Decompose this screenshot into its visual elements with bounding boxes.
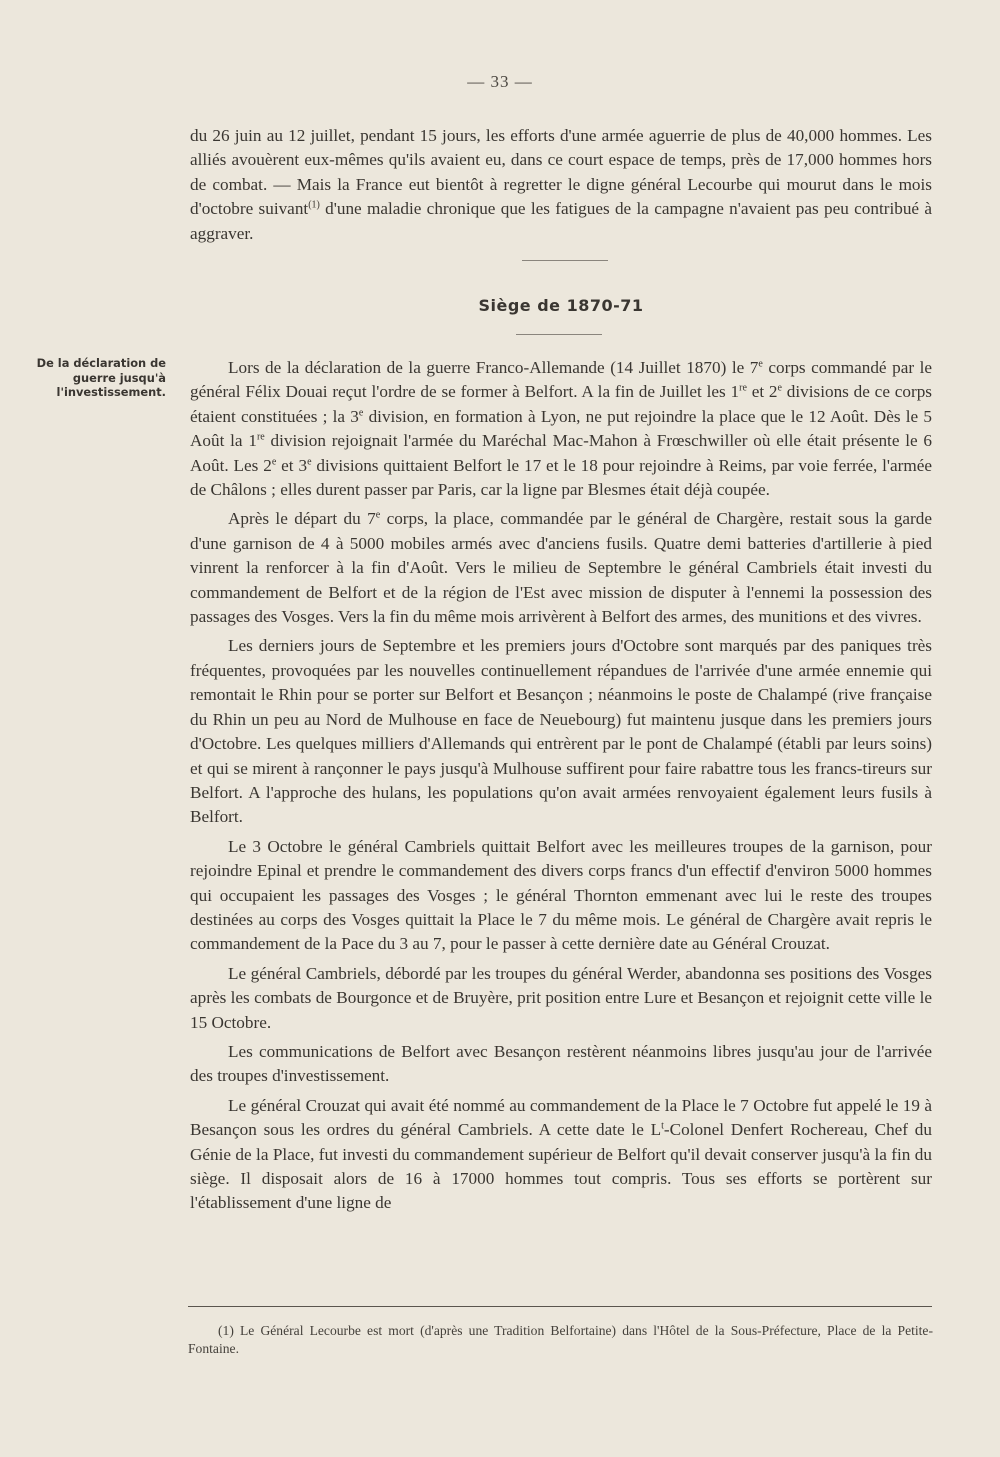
- paragraph: Le 3 Octobre le général Cambriels quittait Belfort avec les meilleures troupes de la garnison, pour rejoindre Epinal et prendre le commandement des divers corps francs d'un effectif d'environ 5000 hommes qui occupaient les passages des Vosges ; le général Thornton emmenant avec lui le reste des troupes destinées au corps des Vosges quittait la Place le 7 du même mois. Le général de Chargère avait repris le commandement de la Pace du 3 au 7, pour le passer à cette dernière date au Général Crouzat.: [190, 836, 932, 954]
- page-number: — 33 —: [467, 72, 533, 91]
- footnote: [188, 1322, 933, 1357]
- intro-text: du 26 juin au 12 juillet, pendant 15 jours, les efforts d'une armée aguerrie de plus de 40,000 hommes. Les alliés avouèrent eux-mêmes qu'ils avaient eu, dans ce court espace de temps, près de 17,000 hommes hors de combat. — Mais la France eut bientôt à regretter le digne général Lecourbe qui mourut dans le mois d'octobre suivant$^{(1)}$ d'une maladie chronique que les fatigues de la campagne n'avaient pas peu contribué à aggraver.: [190, 126, 932, 243]
- paragraph: Lors de la déclaration de la guerre Franco-Allemande (14 Juillet 1870) le 7e corps commandé par le général Félix Douai reçut l'ordre de se former à Belfort. A la fin de Juillet les 1re et 2e divisions de ce corps étaient constituées ; la 3e division, en formation à Lyon, ne put rejoindre la place que le 12 Août. Dès le 5 Août la 1re division rejoignait l'armée du Maréchal Mac-Mahon à Frœschwiller où elle était présente le 6 Août. Les 2e et 3e divisions quittaient Belfort le 17 et le 18 pour rejoindre à Reims, par voie ferrée, l'armée de Châlons ; elles durent passer par Paris, car la ligne par Blesmes était déjà coupée.: [190, 358, 933, 500]
- paragraph: Les communications de Belfort avec Besançon restèrent néanmoins libres jusqu'au jour de l'arrivée des troupes d'investissement.: [190, 1041, 932, 1086]
- footnote-text: Le Général Lecourbe est mort (d'après une Tradition Belfortaine) dans l'Hôtel de la Sous-Préfecture, Place de la Petite-Fontaine.: [188, 1323, 933, 1356]
- footnote-marker: (1): [218, 1323, 234, 1338]
- paragraph: Le général Cambriels, débordé par les troupes du général Werder, abandonna ses positions des Vosges après les combats de Bourgonce et de Bruyère, prit position entre Lure et Besançon et rejoignit cette ville le 15 Octobre.: [190, 963, 932, 1032]
- main-text: [190, 356, 932, 1216]
- ornament-divider-top: [522, 260, 608, 261]
- ornament-divider-bottom: [516, 334, 602, 335]
- intro-paragraph: [190, 124, 932, 246]
- footnote-reference[interactable]: (1): [308, 199, 320, 211]
- paragraph: Le général Crouzat qui avait été nommé au commandement de la Place le 7 Octobre fut appelé le 19 à Besançon sous les ordres du général Cambriels. A cette date le $L^t$-Colonel Denfert Rochereau, Chef du Génie de la Place, fut investi du commandement supérieur de Belfort qu'il devait conserver jusqu'à la fin du siège. Il disposait alors de 16 à 17000 hommes tout compris. Tous ses efforts se portèrent sur l'établissement d'une ligne de: [190, 1095, 932, 1213]
- margin-note: De la déclaration de guerre jusqu'à l'investissement.: [36, 356, 166, 399]
- footnote-rule: [188, 1306, 932, 1307]
- paragraph: Les derniers jours de Septembre et les premiers jours d'Octobre sont marqués par des paniques très fréquentes, provoquées par les nouvelles continuellement répandues de l'arrivée d'une armée ennemie qui remontait le Rhin pour se porter sur Belfort et Besançon ; néanmoins le poste de Chalampé (rive française du Rhin un peu au Nord de Mulhouse en face de Neuebourg) fut maintenu jusque dans les premiers jours d'Octobre. Les quelques milliers d'Allemands qui entrèrent par le pont de Chalampé (établi par leurs soins) et qui se mirent à rançonner le pays jusqu'à Mulhouse suffirent pour faire rabattre tous les francs-tireurs sur Belfort. A l'approche des hulans, les populations qu'on avait armées renvoyaient également leurs fusils à Belfort.: [190, 636, 932, 827]
- paragraph: Après le départ du 7e corps, la place, commandée par le général de Chargère, restait sous la garde d'une garnison de 4 à 5000 mobiles armés avec d'anciens fusils. Quatre demi batteries d'artillerie à pied vinrent la renforcer à la fin d'Août. Vers le milieu de Septembre le général Cambriels était investi du commandement de Belfort et de la région de l'Est avec mission de disputer à l'ennemi la possession des passages des Vosges. Vers la fin du même mois arrivèrent à Belfort des armes, des munitions et des vivres.: [190, 509, 932, 627]
- section-title: Siège de 1870-71: [478, 296, 644, 315]
